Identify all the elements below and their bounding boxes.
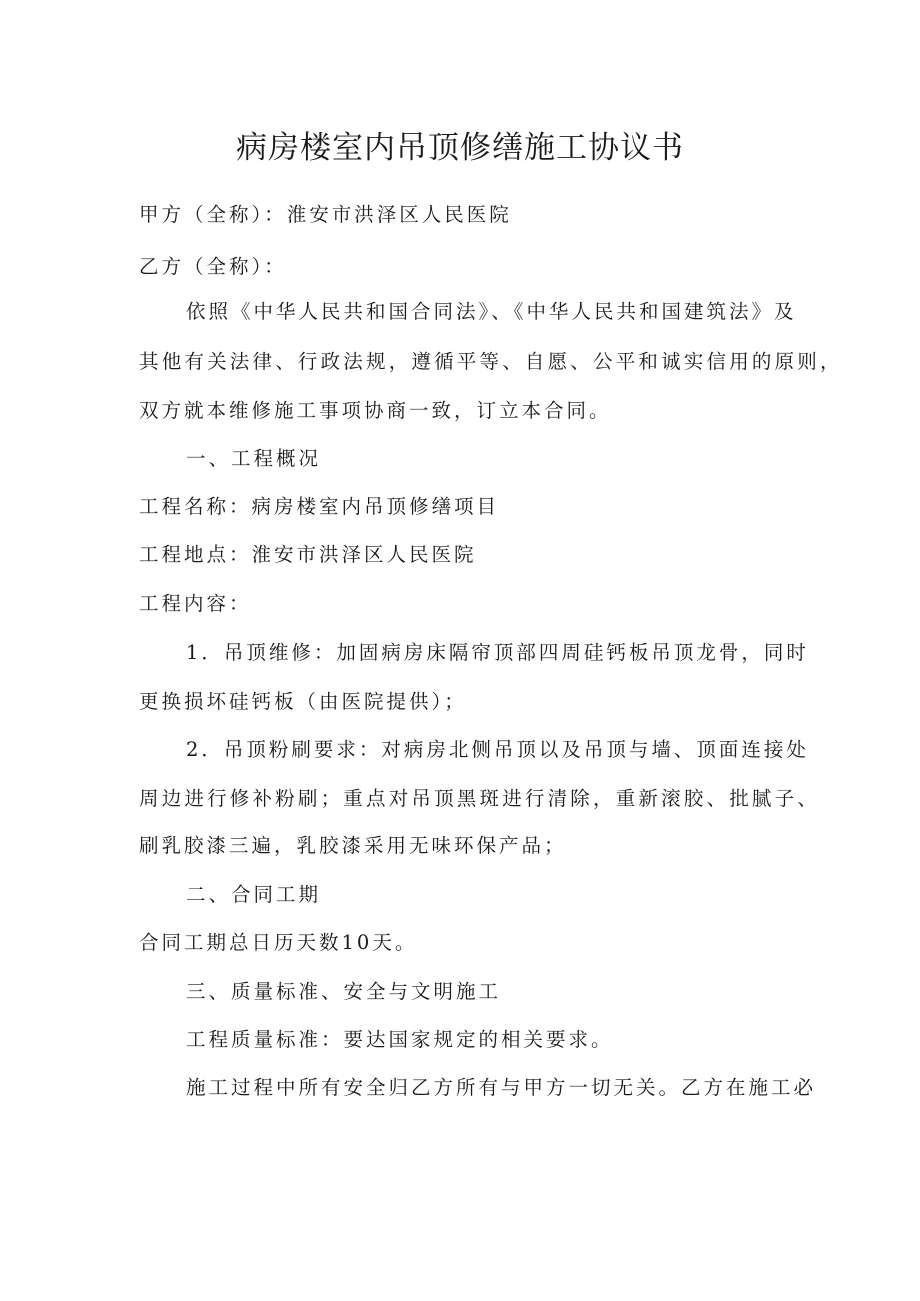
item-2-line-1: 2．吊顶粉刷要求：对病房北侧吊顶以及吊顶与墙、顶面连接处 [186, 738, 809, 761]
section-3-heading: 三、质量标准、安全与文明施工 [186, 980, 502, 1003]
project-content-label: 工程内容： [139, 592, 252, 615]
preamble-line-3: 双方就本维修施工事项协商一致，订立本合同。 [139, 399, 612, 422]
section-1-heading: 一、工程概况 [186, 447, 322, 470]
safety-line: 施工过程中所有安全归乙方所有与甲方一切无关。乙方在施工必 [186, 1076, 817, 1099]
party-a-line: 甲方（全称）：淮安市洪泽区人民医院 [139, 203, 512, 226]
quality-standard-line: 工程质量标准：要达国家规定的相关要求。 [186, 1028, 614, 1051]
document-title: 病房楼室内吊顶修缮施工协议书 [236, 130, 684, 166]
item-2-line-3: 刷乳胶漆三遍，乳胶漆采用无味环保产品； [139, 834, 567, 857]
project-location-line: 工程地点：淮安市洪泽区人民医院 [139, 543, 477, 566]
preamble-line-2: 其他有关法律、行政法规，遵循平等、自愿、公平和诚实信用的原则， [139, 350, 843, 373]
duration-line: 合同工期总日历天数10天。 [139, 931, 418, 954]
section-2-heading: 二、合同工期 [186, 883, 322, 906]
item-1-line-1: 1．吊顶维修：加固病房床隔帘顶部四周硅钙板吊顶龙骨，同时 [186, 641, 809, 664]
party-b-line: 乙方（全称）： [139, 255, 287, 278]
item-2-line-2: 周边进行修补粉刷；重点对吊顶黑斑进行清除，重新滚胶、批腻子、 [139, 787, 821, 810]
project-name-line: 工程名称：病房楼室内吊顶修缮项目 [139, 495, 500, 518]
item-1-line-2: 更换损坏硅钙板（由医院提供）； [139, 690, 467, 713]
preamble-line-1: 依照《中华人民共和国合同法》、《中华人民共和国建筑法》及 [186, 300, 797, 323]
